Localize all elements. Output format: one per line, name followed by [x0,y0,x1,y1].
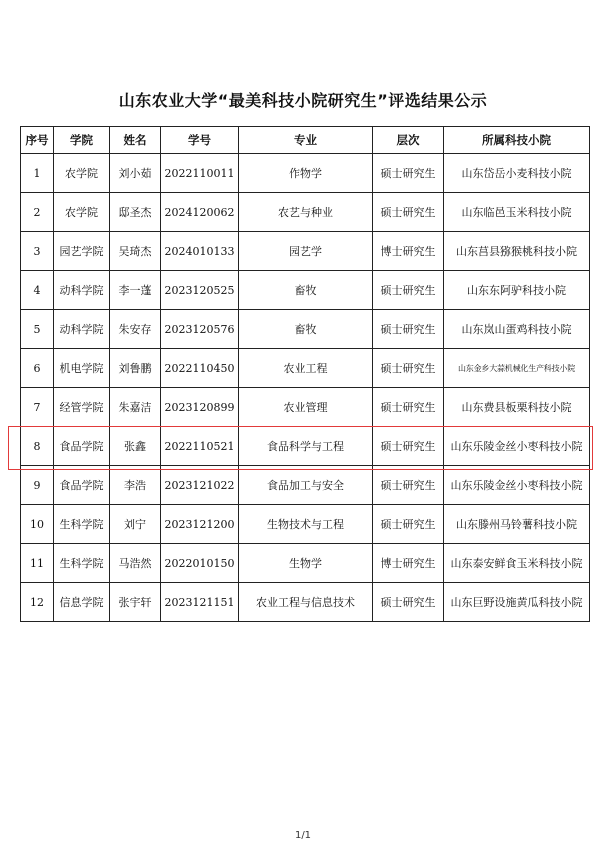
cell-courtyard: 山东东阿驴科技小院 [444,271,590,310]
cell-name: 张鑫 [110,427,161,466]
cell-level: 硕士研究生 [373,271,444,310]
cell-index: 2 [21,193,54,232]
cell-courtyard: 山东巨野设施黄瓜科技小院 [444,583,590,622]
cell-student-id: 2022110011 [161,154,239,193]
cell-courtyard: 山东岚山蛋鸡科技小院 [444,310,590,349]
cell-index: 7 [21,388,54,427]
header-level: 层次 [373,127,444,154]
cell-courtyard: 山东莒县猕猴桃科技小院 [444,232,590,271]
cell-name: 刘小茹 [110,154,161,193]
table-row [21,154,590,193]
cell-major: 畜牧 [239,310,373,349]
table-row [21,271,590,310]
cell-level: 硕士研究生 [373,154,444,193]
cell-level: 硕士研究生 [373,505,444,544]
cell-level: 硕士研究生 [373,388,444,427]
header-major: 专业 [239,127,373,154]
cell-courtyard: 山东乐陵金丝小枣科技小院 [444,466,590,505]
cell-index: 4 [21,271,54,310]
cell-index: 5 [21,310,54,349]
table-row [21,505,590,544]
cell-index: 1 [21,154,54,193]
cell-name: 刘鲁鹏 [110,349,161,388]
cell-courtyard: 山东临邑玉米科技小院 [444,193,590,232]
cell-courtyard: 山东泰安鲜食玉米科技小院 [444,544,590,583]
cell-index: 6 [21,349,54,388]
cell-major: 生物技术与工程 [239,505,373,544]
cell-student-id: 2023120576 [161,310,239,349]
cell-index: 3 [21,232,54,271]
cell-level: 博士研究生 [373,232,444,271]
cell-name: 吴琦杰 [110,232,161,271]
cell-college: 动科学院 [54,271,110,310]
cell-college: 动科学院 [54,310,110,349]
cell-college: 园艺学院 [54,232,110,271]
cell-student-id: 2022010150 [161,544,239,583]
table-row [21,193,590,232]
header-name: 姓名 [110,127,161,154]
cell-major: 农艺与种业 [239,193,373,232]
cell-courtyard: 山东滕州马铃薯科技小院 [444,505,590,544]
results-table [20,126,590,622]
cell-student-id: 2023120899 [161,388,239,427]
cell-student-id: 2023121022 [161,466,239,505]
cell-index: 12 [21,583,54,622]
header-college: 学院 [54,127,110,154]
cell-college: 信息学院 [54,583,110,622]
cell-index: 9 [21,466,54,505]
table-row [21,466,590,505]
cell-index: 10 [21,505,54,544]
cell-major: 生物学 [239,544,373,583]
cell-level: 硕士研究生 [373,349,444,388]
header-courtyard: 所属科技小院 [444,127,590,154]
cell-level: 硕士研究生 [373,193,444,232]
cell-major: 园艺学 [239,232,373,271]
header-row [21,127,590,154]
cell-courtyard: 山东乐陵金丝小枣科技小院 [444,427,590,466]
cell-major: 食品科学与工程 [239,427,373,466]
cell-name: 朱嘉洁 [110,388,161,427]
cell-college: 机电学院 [54,349,110,388]
cell-name: 邸圣杰 [110,193,161,232]
cell-college: 生科学院 [54,544,110,583]
table-row-highlighted [21,427,590,466]
cell-level: 硕士研究生 [373,466,444,505]
table-row [21,388,590,427]
cell-college: 农学院 [54,193,110,232]
cell-major: 农业管理 [239,388,373,427]
cell-courtyard: 山东岱岳小麦科技小院 [444,154,590,193]
page-number: 1/1 [294,830,312,841]
cell-major: 食品加工与安全 [239,466,373,505]
cell-level: 硕士研究生 [373,310,444,349]
cell-student-id: 2024120062 [161,193,239,232]
cell-major: 农业工程与信息技术 [239,583,373,622]
table-row [21,310,590,349]
cell-name: 李一蓬 [110,271,161,310]
cell-major: 畜牧 [239,271,373,310]
cell-student-id: 2024010133 [161,232,239,271]
cell-index: 8 [21,427,54,466]
cell-name: 刘宁 [110,505,161,544]
cell-index: 11 [21,544,54,583]
cell-student-id: 2023121200 [161,505,239,544]
cell-college: 食品学院 [54,466,110,505]
cell-college: 农学院 [54,154,110,193]
header-student-id: 学号 [161,127,239,154]
cell-courtyard: 山东费县板栗科技小院 [444,388,590,427]
cell-level: 博士研究生 [373,544,444,583]
table-row [21,544,590,583]
cell-major: 作物学 [239,154,373,193]
cell-student-id: 2023121151 [161,583,239,622]
table-row [21,232,590,271]
cell-level: 硕士研究生 [373,427,444,466]
cell-college: 经管学院 [54,388,110,427]
cell-college: 生科学院 [54,505,110,544]
cell-level: 硕士研究生 [373,583,444,622]
table-row [21,349,590,388]
header-index: 序号 [21,127,54,154]
cell-major: 农业工程 [239,349,373,388]
table-row [21,583,590,622]
cell-college: 食品学院 [54,427,110,466]
cell-name: 马浩然 [110,544,161,583]
cell-name: 李浩 [110,466,161,505]
cell-name: 张宇轩 [110,583,161,622]
cell-student-id: 2023120525 [161,271,239,310]
cell-student-id: 2022110521 [161,427,239,466]
document-title: 山东农业大学“最美科技小院研究生”评选结果公示 [118,91,488,110]
cell-student-id: 2022110450 [161,349,239,388]
cell-name: 朱安存 [110,310,161,349]
cell-courtyard: 山东金乡大蒜机械化生产科技小院 [444,349,590,388]
